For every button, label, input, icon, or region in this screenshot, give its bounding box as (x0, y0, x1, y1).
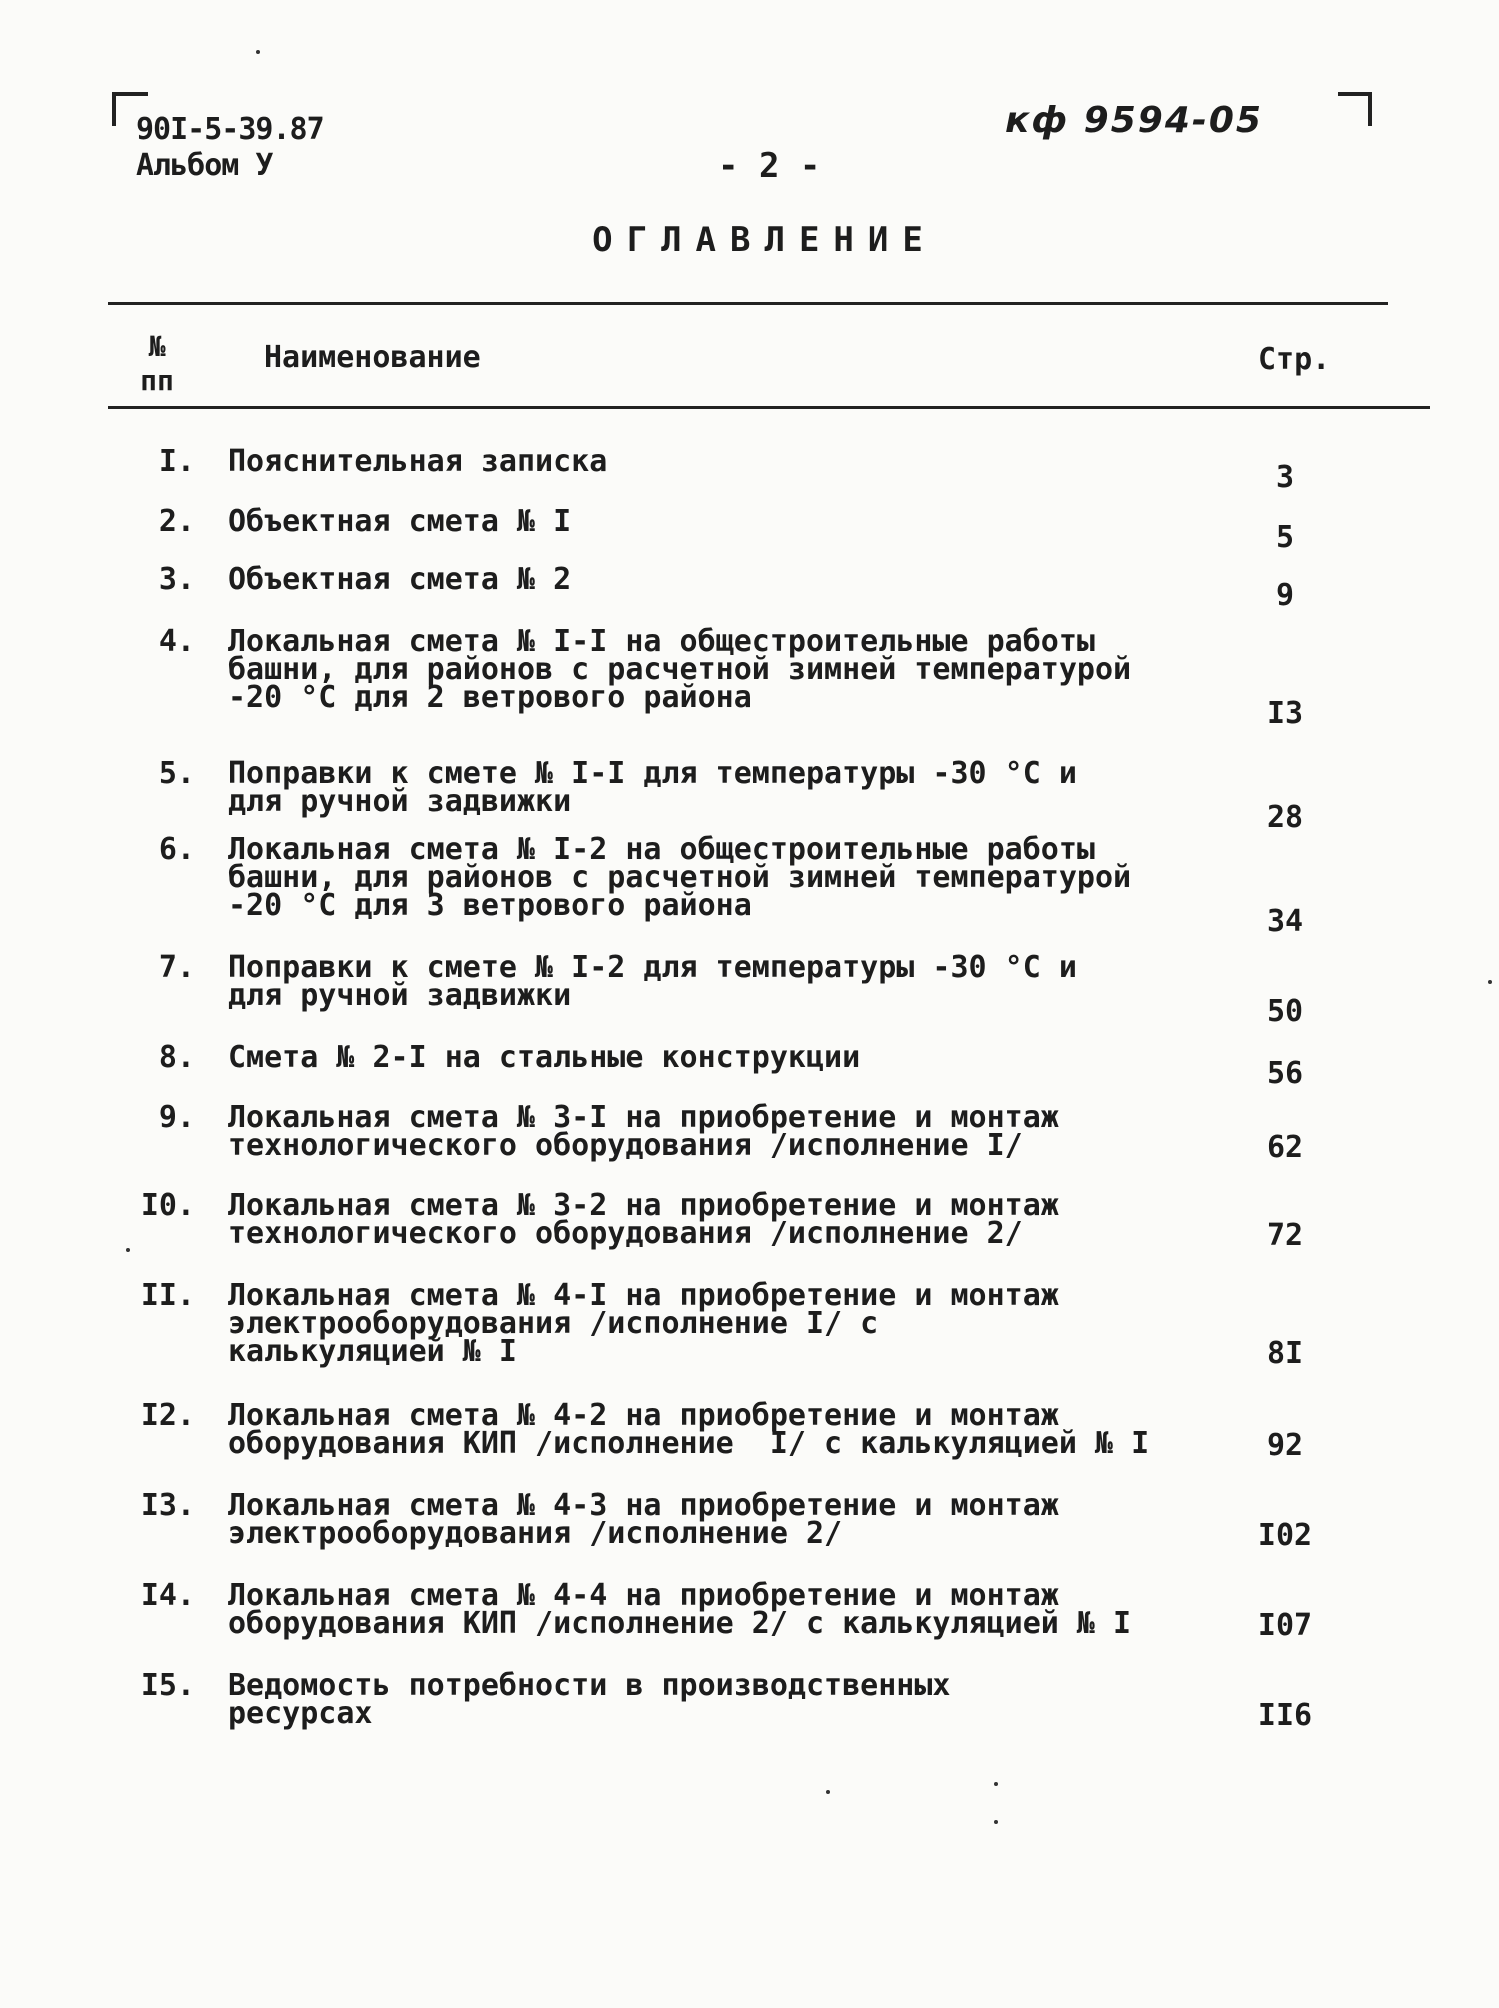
entry-title: Локальная смета № 4-2 на приобретение и монтаж оборудования КИП /исполнение I/ с калькуляцией № I (228, 1398, 1150, 1461)
entry-number: 5. (158, 756, 195, 791)
entry-page: I3 (1266, 696, 1304, 731)
entry-title: Объектная смета № 2 (228, 562, 572, 597)
scan-speck (994, 1782, 998, 1786)
entry-number: 8. (158, 1040, 195, 1075)
entry-page: II6 (1257, 1698, 1313, 1733)
handwritten-number: кф 9594-05 (1005, 100, 1263, 141)
entry-page: 56 (1266, 1056, 1304, 1091)
entry-title: Ведомость потребности в производственных ресурсах (228, 1668, 951, 1731)
entry-title: Локальная смета № 3-2 на приобретение и монтаж технологического оборудования /исполнение 2/ (228, 1188, 1059, 1251)
entry-number: I5. (140, 1668, 195, 1703)
entry-number: 2. (158, 504, 195, 539)
entry-page: 5 (1275, 520, 1295, 555)
page-number: - 2 - (718, 146, 821, 186)
entry-number: II. (140, 1278, 195, 1313)
entry-number: 7. (158, 950, 195, 985)
entry-title: Локальная смета № I-I на общестроительные работы башни, для районов с расчетной зимней температурой -20 °С для 2 ветрового района (228, 624, 1132, 715)
entry-title: Объектная смета № I (228, 504, 572, 539)
header-page: Стр. (1258, 342, 1331, 377)
entry-number: 6. (158, 832, 195, 867)
album-label: Альбом У (136, 148, 273, 183)
entry-number: I. (158, 444, 195, 479)
scan-speck (994, 1820, 998, 1824)
entry-title: Локальная смета № I-2 на общестроительные работы башни, для районов с расчетной зимней температурой -20 °С для 3 ветрового района (228, 832, 1132, 923)
entry-page: 34 (1266, 904, 1304, 939)
entry-page: 92 (1266, 1428, 1304, 1463)
entry-number: I0. (140, 1188, 195, 1223)
entry-page: 28 (1266, 800, 1304, 835)
entry-number: I3. (140, 1488, 195, 1523)
corner-mark-right (1338, 92, 1372, 126)
entry-title: Локальная смета № 4-I на приобретение и монтаж электрооборудования /исполнение I/ с калькуляцией № I (228, 1278, 1059, 1369)
entry-page: 8I (1266, 1336, 1304, 1371)
entry-title: Локальная смета № 4-3 на приобретение и монтаж электрооборудования /исполнение 2/ (228, 1488, 1059, 1551)
table-header-rule (108, 406, 1430, 409)
scan-speck (256, 50, 260, 54)
entry-title: Смета № 2-I на стальные конструкции (228, 1040, 861, 1075)
entry-title: Поправки к смете № I-2 для температуры -30 °С и для ручной задвижки (228, 950, 1077, 1013)
entry-title: Локальная смета № 3-I на приобретение и монтаж технологического оборудования /исполнение I/ (228, 1100, 1059, 1163)
entry-page: 62 (1266, 1130, 1304, 1165)
entry-number: 4. (158, 624, 195, 659)
entry-number: 3. (158, 562, 195, 597)
entry-page: 3 (1275, 460, 1295, 495)
entry-page: I02 (1257, 1518, 1313, 1553)
scan-speck (826, 1790, 830, 1794)
entry-number: 9. (158, 1100, 195, 1135)
entry-title: Пояснительная записка (228, 444, 608, 479)
entry-title: Локальная смета № 4-4 на приобретение и монтаж оборудования КИП /исполнение 2/ с калькуляцией № I (228, 1578, 1132, 1641)
project-code: 90I-5-39.87 (136, 112, 324, 147)
header-name: Наименование (264, 340, 481, 375)
page-title: ОГЛАВЛЕНИЕ (592, 220, 937, 260)
entry-number: I2. (140, 1398, 195, 1433)
entry-page: 72 (1266, 1218, 1304, 1253)
entry-page: I07 (1257, 1608, 1313, 1643)
entry-number: I4. (140, 1578, 195, 1613)
header-number: № пп (140, 330, 174, 397)
scan-speck (1488, 980, 1492, 984)
scan-speck (126, 1248, 130, 1252)
entry-page: 50 (1266, 994, 1304, 1029)
entry-page: 9 (1275, 578, 1295, 613)
entry-title: Поправки к смете № I-I для температуры -30 °С и для ручной задвижки (228, 756, 1077, 819)
table-top-rule (108, 302, 1388, 305)
